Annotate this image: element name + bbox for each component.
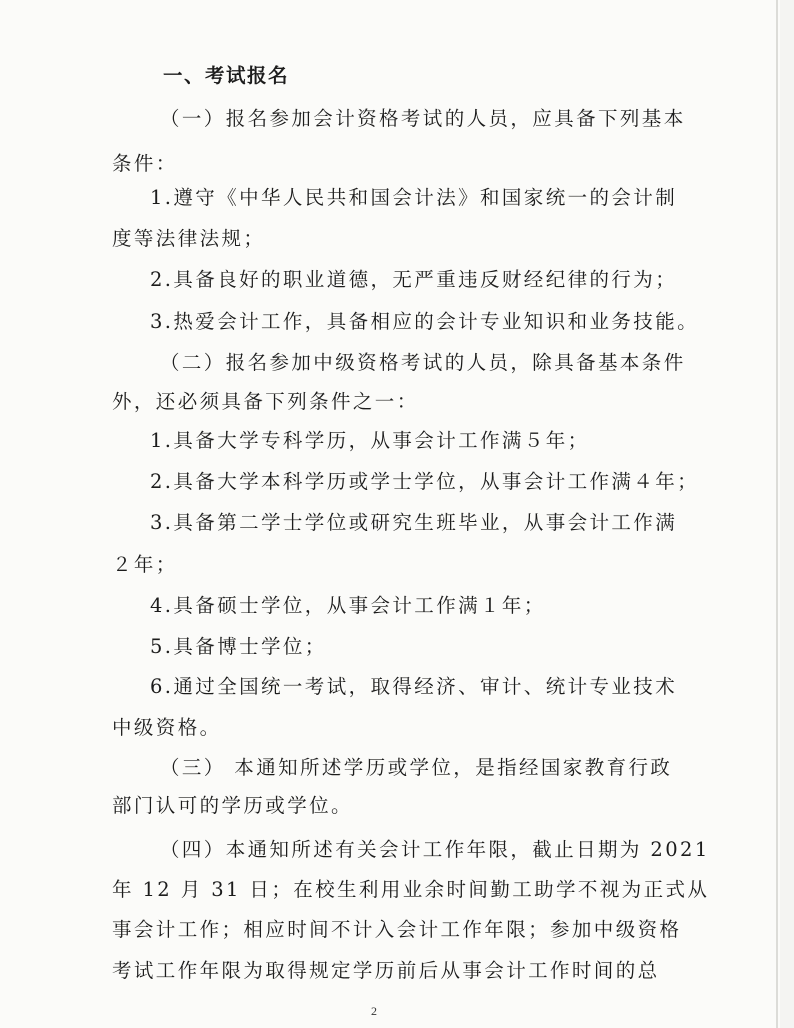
paragraph-line: 条件： bbox=[112, 152, 178, 175]
paragraph-line: （四）本通知所述有关会计工作年限，截止日期为 2021 bbox=[160, 838, 710, 861]
section-heading: 一、考试报名 bbox=[163, 64, 290, 87]
paragraph-line: 2.具备大学本科学历或学士学位，从事会计工作满４年； bbox=[150, 470, 700, 493]
paragraph-line: 3.具备第二学士学位或研究生班毕业，从事会计工作满 bbox=[150, 511, 678, 534]
paragraph-line: 年 12 月 31 日；在校生利用业余时间勤工助学不视为正式从 bbox=[112, 878, 710, 901]
paragraph-line: 6.通过全国统一考试，取得经济、审计、统计专业技术 bbox=[150, 675, 678, 698]
paragraph-line: 1.遵守《中华人民共和国会计法》和国家统一的会计制 bbox=[150, 186, 678, 209]
paragraph-line: 1.具备大学专科学历，从事会计工作满５年； bbox=[150, 429, 590, 452]
paragraph-line: 事会计工作；相应时间不计入会计工作年限；参加中级资格 bbox=[112, 918, 682, 941]
paragraph-line: 5.具备博士学位； bbox=[150, 635, 327, 658]
page-edge bbox=[776, 0, 778, 1028]
paragraph-line: ２年； bbox=[112, 553, 178, 576]
paragraph-line: 4.具备硕士学位，从事会计工作满１年； bbox=[150, 594, 546, 617]
paragraph-line: （一）报名参加会计资格考试的人员，应具备下列基本 bbox=[160, 107, 686, 130]
paragraph-line: 3.热爱会计工作，具备相应的会计专业知识和业务技能。 bbox=[150, 310, 700, 333]
paragraph-line: 2.具备良好的职业道德，无严重违反财经纪律的行为； bbox=[150, 268, 678, 291]
page-number: 2 bbox=[371, 1004, 377, 1018]
paragraph-line: （二）报名参加中级资格考试的人员，除具备基本条件 bbox=[160, 351, 686, 374]
paragraph-line: 考试工作年限为取得规定学历前后从事会计工作时间的总 bbox=[112, 959, 660, 982]
paragraph-line: （三） 本通知所述学历或学位，是指经国家教育行政 bbox=[160, 756, 673, 779]
paragraph-line: 度等法律法规； bbox=[112, 227, 266, 250]
paragraph-line: 部门认可的学历或学位。 bbox=[112, 794, 353, 817]
paragraph-line: 中级资格。 bbox=[112, 716, 222, 739]
paragraph-line: 外，还必须具备下列条件之一： bbox=[112, 390, 419, 413]
